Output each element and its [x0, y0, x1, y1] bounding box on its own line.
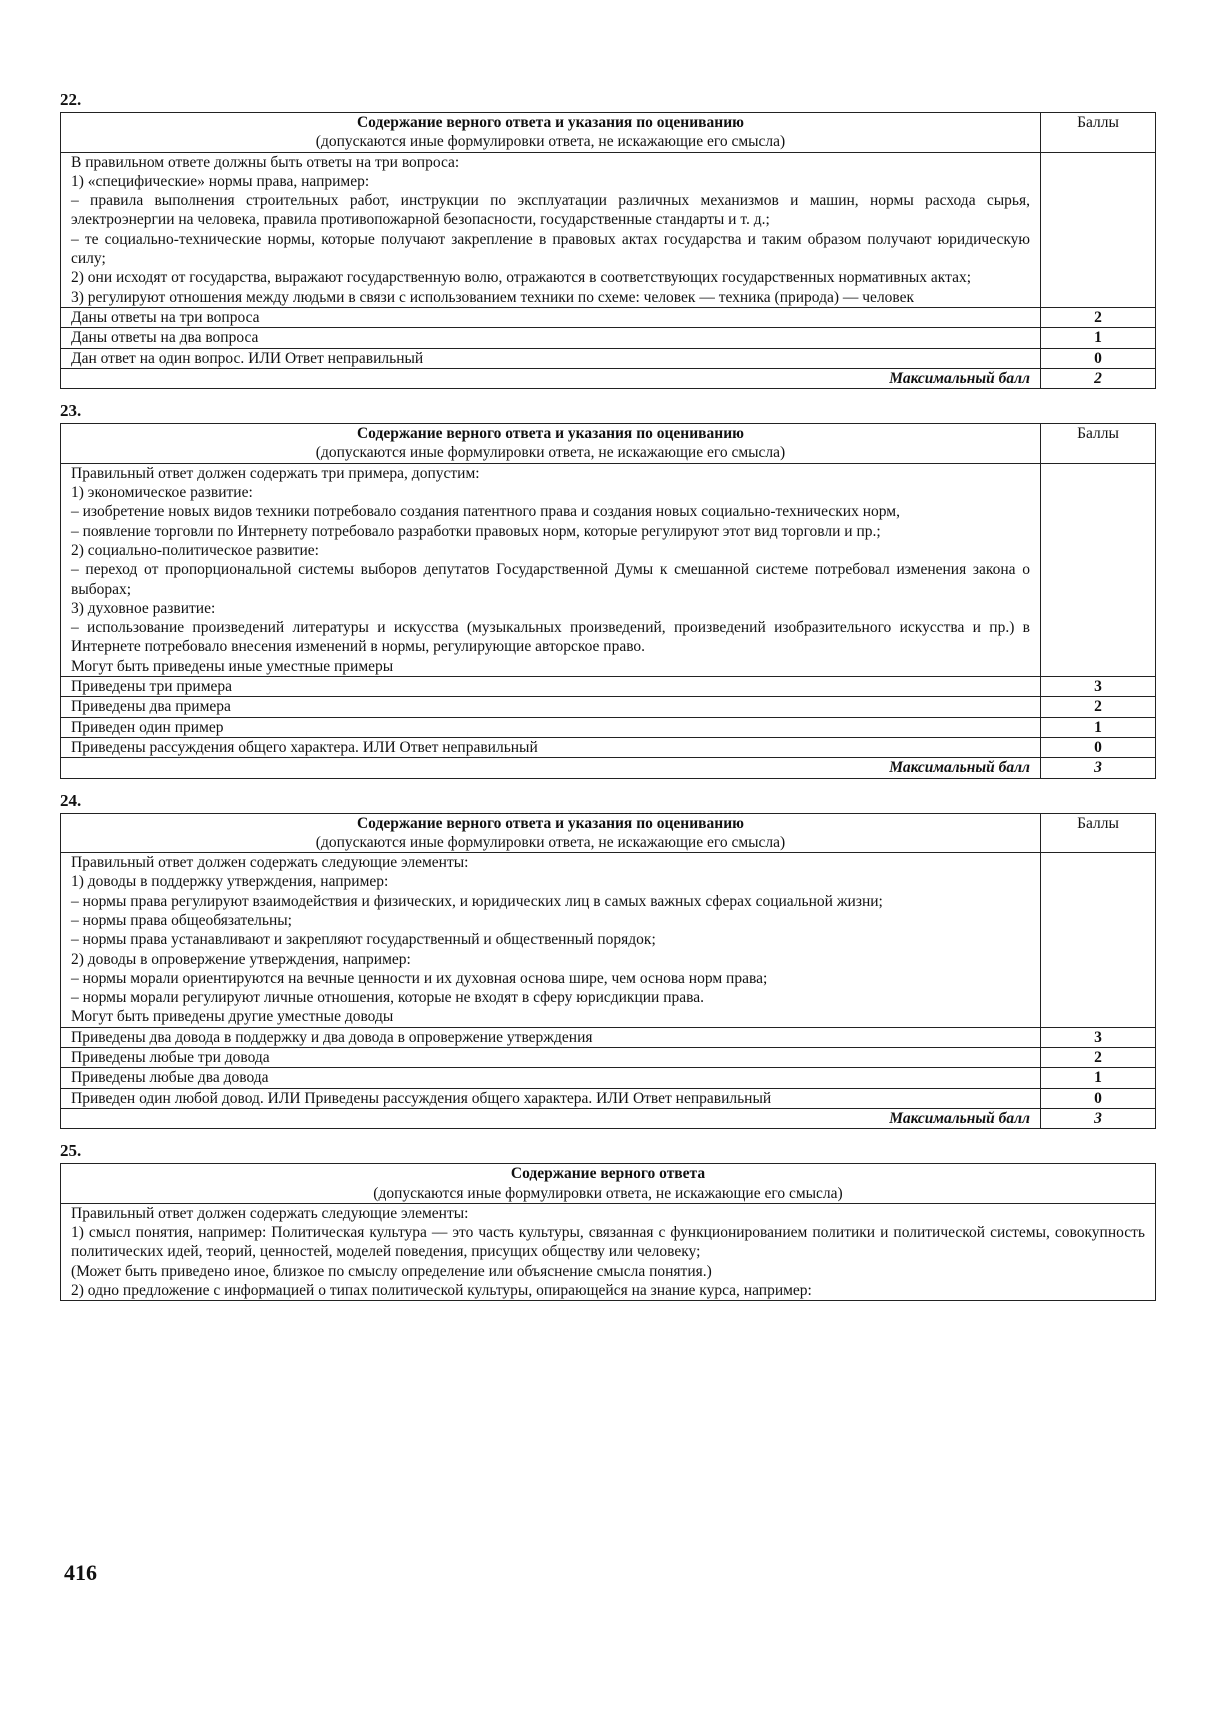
criterion-row — [61, 307, 1156, 327]
content-line: 1) доводы в поддержку утверждения, например: — [71, 873, 389, 891]
criterion-row — [61, 348, 1156, 368]
criteria-table-23 — [60, 423, 1156, 778]
criterion-row — [61, 1068, 1156, 1088]
criterion-row — [61, 697, 1156, 717]
criterion-points: 2 — [1041, 697, 1156, 717]
header-title: Содержание верного ответа и указания по оцениванию — [356, 425, 744, 443]
header-title: Содержание верного ответа и указания по оцениванию — [356, 814, 744, 832]
criterion-text: Приведены три примера — [61, 677, 1041, 697]
question-number-23: 23. — [60, 401, 82, 421]
criterion-points: 2 — [1041, 307, 1156, 327]
content-line: – появление торговли по Интернету потребовало разработки правовых норм, которые регулируют этот вид торговли и пр.; — [71, 522, 881, 540]
criterion-text: Даны ответы на три вопроса — [61, 307, 1041, 327]
content-row — [61, 463, 1156, 676]
content-line: 2) социально-политическое развитие: — [71, 541, 319, 559]
criterion-text: Приведены любые три довода — [61, 1048, 1041, 1068]
content-line: – переход от пропорциональной системы выборов депутатов Государственной Думы к смешанной системе потребовал изменения закона о выборах; — [71, 561, 1030, 598]
max-score-label: Максимальный балл — [61, 1108, 1041, 1128]
header-points: Баллы — [1041, 424, 1156, 464]
content-line: В правильном ответе должны быть ответы на три вопроса: — [71, 153, 460, 171]
content-line: 3) духовное развитие: — [71, 599, 216, 617]
header-subtitle: (допускаются иные формулировки ответа, не искажающие его смысла) — [315, 833, 786, 851]
page-number: 416 — [64, 1560, 97, 1585]
header-subtitle: (допускаются иные формулировки ответа, не искажающие его смысла) — [315, 444, 786, 462]
criterion-text: Приведены рассуждения общего характера. ИЛИ Ответ неправильный — [61, 737, 1041, 757]
max-score-value: 3 — [1041, 758, 1156, 778]
content-line: (Может быть приведено иное, близкое по смыслу определение или объяснение смысла понятия.) — [71, 1262, 712, 1280]
content-line: 2) они исходят от государства, выражают государственную волю, отражаются в соответствующих государственных нормативных актах; — [71, 269, 972, 287]
max-score-value: 2 — [1041, 368, 1156, 388]
content-line: – использование произведений литературы и искусства (музыкальных произведений, произведений изобразительного искусства и пр.) в Интернете потребовало внесения изменений в нормы, регулирующие авторское право. — [71, 619, 1030, 656]
content-row — [61, 152, 1156, 307]
content-line: 1) «специфические» нормы права, например: — [71, 172, 370, 190]
max-score-label: Максимальный балл — [61, 758, 1041, 778]
header-points: Баллы — [1041, 113, 1156, 153]
criterion-text: Приведен один пример — [61, 717, 1041, 737]
header-subtitle: (допускаются иные формулировки ответа, не искажающие его смысла) — [373, 1184, 843, 1202]
table-header — [61, 1164, 1156, 1204]
table-header — [61, 813, 1156, 853]
criterion-points: 2 — [1041, 1048, 1156, 1068]
content-line: – нормы права регулируют взаимодействия и физических, и юридических лиц в самых важных сферах социальной жизни; — [71, 892, 883, 910]
criterion-points: 0 — [1041, 348, 1156, 368]
criterion-text: Даны ответы на два вопроса — [61, 328, 1041, 348]
criterion-row — [61, 717, 1156, 737]
criterion-text: Приведены два довода в поддержку и два довода в опровержение утверждения — [61, 1027, 1041, 1047]
content-line: – те социально-технические нормы, которые получают закрепление в правовых актах государства и таким образом получают юридическую силу; — [71, 230, 1030, 268]
criterion-text: Дан ответ на один вопрос. ИЛИ Ответ неправильный — [61, 348, 1041, 368]
content-line: Правильный ответ должен содержать следующие элементы: — [71, 1204, 469, 1222]
content-line: – нормы права общеобязательны; — [71, 911, 292, 929]
content-line: – правила выполнения строительных работ, инструкции по эксплуатации различных механизмов и машин, нормы расхода сырья, электроэнергии на человека, правила противопожарной безопасности, государственные стандарты и т. д.; — [71, 192, 1030, 229]
content-line: Могут быть приведены иные уместные примеры — [71, 657, 394, 675]
criterion-text: Приведен один любой довод. ИЛИ Приведены рассуждения общего характера. ИЛИ Ответ неправильный — [61, 1088, 1041, 1108]
max-score-row — [61, 1108, 1156, 1128]
content-line: – нормы права устанавливают и закрепляют государственный и общественный порядок; — [71, 931, 656, 949]
answer-key-page — [60, 90, 1156, 1313]
criterion-points: 0 — [1041, 737, 1156, 757]
criterion-text: Приведены два примера — [61, 697, 1041, 717]
max-score-label: Максимальный балл — [61, 368, 1041, 388]
table-header — [61, 113, 1156, 153]
content-line: 2) доводы в опровержение утверждения, например: — [71, 950, 411, 968]
content-line: Правильный ответ должен содержать три примера, допустим: — [71, 464, 480, 482]
content-line: Правильный ответ должен содержать следующие элементы: — [71, 854, 469, 872]
question-number-25: 25. — [60, 1141, 82, 1161]
content-line: Могут быть приведены другие уместные доводы — [71, 1008, 394, 1026]
content-line: 3) регулируют отношения между людьми в связи с использованием техники по схеме: человек — техника (природа) — человек — [71, 288, 915, 306]
content-line: 2) одно предложение с информацией о типах политической культуры, опирающейся на знание курса, например: — [71, 1282, 812, 1300]
criterion-row — [61, 677, 1156, 697]
criterion-row — [61, 1088, 1156, 1108]
criterion-row — [61, 737, 1156, 757]
criterion-points: 3 — [1041, 677, 1156, 697]
criterion-row — [61, 328, 1156, 348]
content-line: 1) экономическое развитие: — [71, 484, 253, 502]
content-line: 1) смысл понятия, например: Политическая культура — это часть культуры, связанная с функционированием политики и политической системы, совокупность политических идей, теорий, ценностей, моделей поведения, присущих обществу или человеку; — [71, 1224, 1145, 1261]
max-score-value: 3 — [1041, 1108, 1156, 1128]
criterion-points: 0 — [1041, 1088, 1156, 1108]
content-row — [61, 853, 1156, 1028]
criterion-points: 3 — [1041, 1027, 1156, 1047]
criterion-text: Приведены любые два довода — [61, 1068, 1041, 1088]
content-line: – нормы морали ориентируются на вечные ценности и их духовная основа шире, чем основа норм права; — [71, 969, 768, 987]
criteria-table-24 — [60, 813, 1156, 1130]
content-row — [61, 1203, 1156, 1300]
criterion-row — [61, 1027, 1156, 1047]
criteria-table-22 — [60, 112, 1156, 389]
content-line: – нормы морали регулируют личные отношения, которые не входят в сферу юрисдикции права. — [71, 989, 705, 1007]
criteria-table-25 — [60, 1163, 1156, 1301]
criterion-points: 1 — [1041, 328, 1156, 348]
criterion-points: 1 — [1041, 717, 1156, 737]
max-score-row — [61, 758, 1156, 778]
header-title: Содержание верного ответа и указания по оцениванию — [356, 114, 744, 131]
header-title: Содержание верного ответа — [510, 1165, 706, 1183]
max-score-row — [61, 368, 1156, 388]
question-number-24: 24. — [60, 790, 82, 810]
criterion-points: 1 — [1041, 1068, 1156, 1088]
table-header — [61, 424, 1156, 464]
header-points: Баллы — [1041, 813, 1156, 853]
content-line: – изобретение новых видов техники потребовало создания патентного права и создания новых социально-технических норм, — [71, 503, 900, 521]
criterion-row — [61, 1048, 1156, 1068]
header-subtitle: (допускаются иные формулировки ответа, не искажающие его смысла) — [315, 133, 786, 151]
question-number-22: 22. — [60, 90, 82, 109]
